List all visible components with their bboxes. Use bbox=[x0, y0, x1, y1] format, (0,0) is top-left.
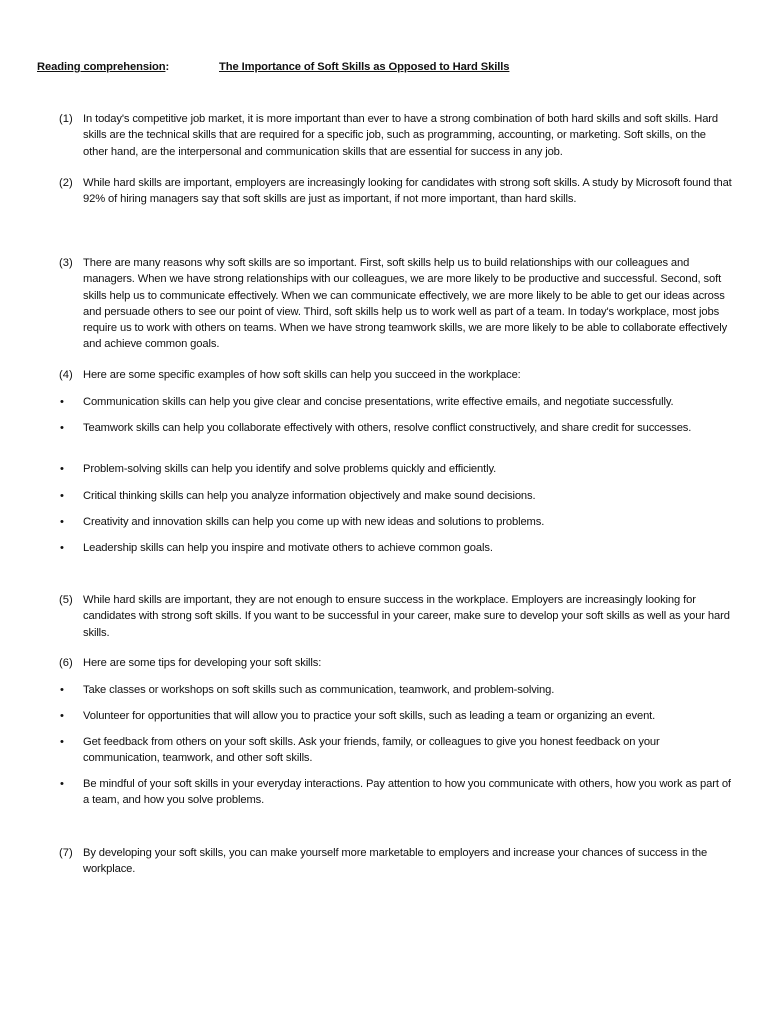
bullet-icon: • bbox=[60, 490, 64, 502]
section-label: Reading comprehension bbox=[37, 61, 166, 73]
bullet-icon: • bbox=[60, 710, 64, 722]
document-title: The Importance of Soft Skills as Opposed to Hard Skills bbox=[219, 61, 510, 73]
paragraph-number: (4) bbox=[59, 369, 73, 381]
bullet-icon: • bbox=[60, 736, 64, 748]
bullet-text: Communication skills can help you give clear and concise presentations, write effective emails, and negotiate successfully. bbox=[83, 396, 674, 408]
paragraph-text: Here are some tips for developing your soft skills: bbox=[83, 657, 322, 669]
bullet-text: Get feedback from others on your soft skills. Ask your friends, family, or colleagues to give you honest feedback on your communication, teamwork, and other soft skills. bbox=[83, 736, 660, 765]
bullet-text: Creativity and innovation skills can help you come up with new ideas and solutions to problems. bbox=[83, 516, 545, 528]
bullet-text: Problem-solving skills can help you identify and solve problems quickly and efficiently. bbox=[83, 463, 497, 475]
section-label-colon: : bbox=[165, 61, 170, 73]
paragraph-number: (7) bbox=[59, 847, 73, 859]
paragraph-text: Here are some specific examples of how soft skills can help you succeed in the workplace: bbox=[83, 369, 521, 381]
paragraph-number: (5) bbox=[59, 594, 73, 606]
bullet-icon: • bbox=[60, 516, 64, 528]
paragraph-text: While hard skills are important, employers are increasingly looking for candidates with strong soft skills. A study by Microsoft found that 92% of hiring managers say that soft skills are just as important, if not more important, than hard skills. bbox=[83, 177, 732, 206]
bullet-icon: • bbox=[60, 463, 64, 475]
paragraph-text: There are many reasons why soft skills are so important. First, soft skills help us to build relationships with our colleagues and managers. When we have strong relationships with our colleagues, we are more likely to be productive and successful. Second, soft skills help us to communicate effectively. When we can communicate effectively, we are more likely to be able to get our ideas across and persuade others to see our point of view. Third, soft skills help us to work well as part of a team. In today's workplace, most jobs require us to work with others on teams. When we have strong teamwork skills, we are more likely to be able to collaborate effectively and achieve common goals. bbox=[83, 257, 728, 351]
paragraph-number: (6) bbox=[59, 657, 73, 669]
bullet-text: Leadership skills can help you inspire and motivate others to achieve common goals. bbox=[83, 542, 493, 554]
bullet-icon: • bbox=[60, 542, 64, 554]
paragraph-number: (3) bbox=[59, 257, 73, 269]
paragraph-text: In today's competitive job market, it is more important than ever to have a strong combination of both hard skills and soft skills. Hard skills are the technical skills that are required for a specific job, such as programming, accounting, or marketing. Soft skills, on the other hand, are the interpersonal and communication skills that are essential for success in any job. bbox=[83, 113, 718, 158]
document-header bbox=[37, 61, 510, 73]
bullet-text: Teamwork skills can help you collaborate effectively with others, resolve conflict constructively, and share credit for successes. bbox=[83, 422, 692, 434]
bullet-icon: • bbox=[60, 778, 64, 790]
paragraph-number: (1) bbox=[59, 113, 73, 125]
bullet-icon: • bbox=[60, 422, 64, 434]
bullet-text: Take classes or workshops on soft skills such as communication, teamwork, and problem-solving. bbox=[83, 684, 555, 696]
paragraph-number: (2) bbox=[59, 177, 73, 189]
bullet-text: Volunteer for opportunities that will allow you to practice your soft skills, such as leading a team or organizing an event. bbox=[83, 710, 656, 722]
paragraph-text: While hard skills are important, they are not enough to ensure success in the workplace. Employers are increasingly looking for candidates with strong soft skills. If you want to be successful in your career, make sure to develop your soft skills as well as your hard skills. bbox=[83, 594, 730, 639]
bullet-icon: • bbox=[60, 396, 64, 408]
paragraph-text: By developing your soft skills, you can make yourself more marketable to employers and increase your chances of success in the workplace. bbox=[83, 847, 708, 876]
bullet-text: Be mindful of your soft skills in your everyday interactions. Pay attention to how you communicate with others, how you work as part of a team, and how you solve problems. bbox=[83, 778, 731, 807]
bullet-icon: • bbox=[60, 684, 64, 696]
bullet-text: Critical thinking skills can help you analyze information objectively and make sound decisions. bbox=[83, 490, 536, 502]
